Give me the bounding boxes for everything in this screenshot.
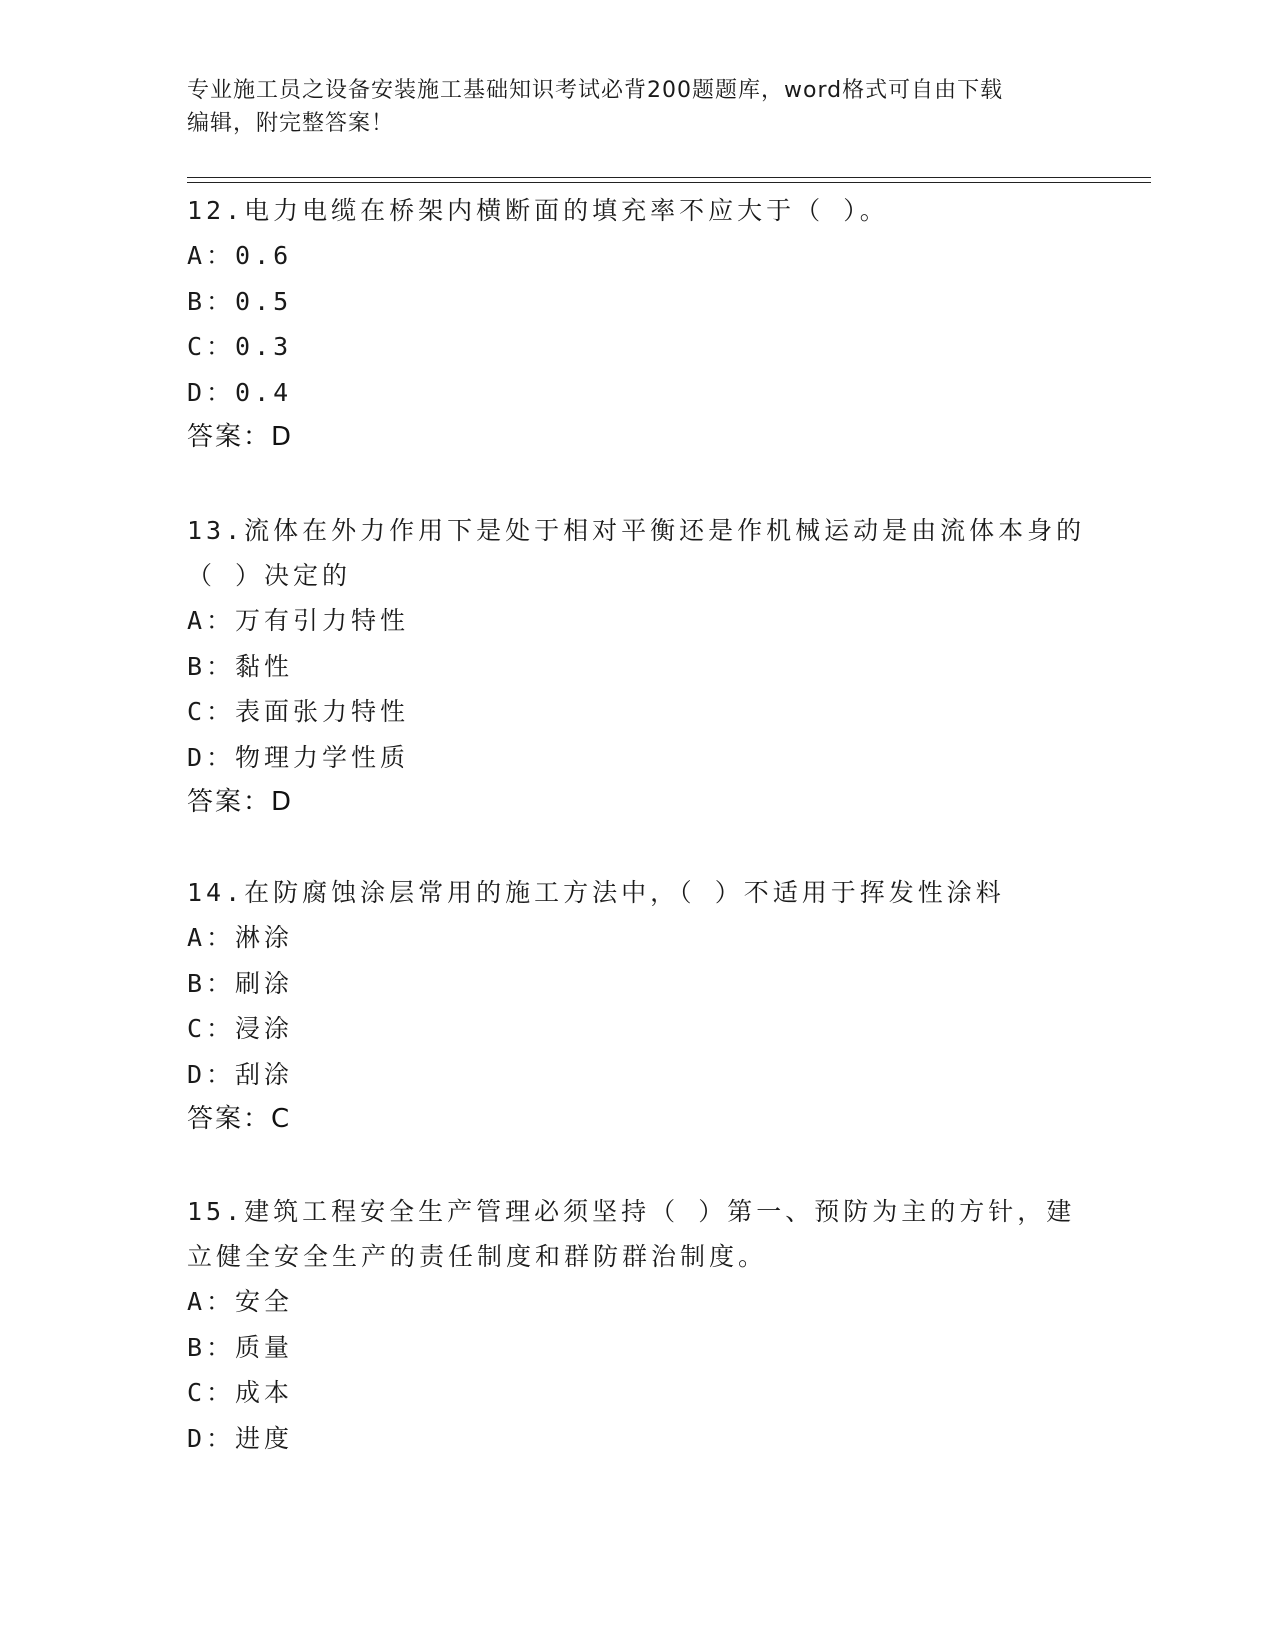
option-b: B：刷涂: [187, 968, 294, 998]
question-stem-line-2: （ ）决定的: [187, 561, 352, 590]
option-b: B：质量: [187, 1332, 294, 1362]
header-divider-top: [187, 177, 1151, 178]
question-stem-line-1: 15.建筑工程安全生产管理必须坚持（ ）第一、预防为主的方针，建: [187, 1197, 1076, 1226]
option-d: D：物理力学性质: [187, 742, 410, 772]
question-12: [187, 188, 1087, 460]
option-c: C：成本: [187, 1378, 294, 1407]
option-a: A：安全: [187, 1287, 294, 1316]
option-b: B：黏性: [187, 651, 294, 681]
question-stem-line-1: 13.流体在外力作用下是处于相对平衡还是作机械运动是由流体本身的: [187, 516, 1086, 545]
header-line-2: 编辑，附完整答案！: [187, 111, 395, 136]
option-a: A：淋涂: [187, 923, 294, 952]
option-c: C：表面张力特性: [187, 697, 410, 726]
option-d: D：0.4: [187, 377, 293, 407]
header-line-1: 专业施工员之设备安装施工基础知识考试必背200题题库，word格式可自由下载: [187, 78, 1004, 103]
option-c: C：0.3: [187, 332, 293, 361]
document-header: [187, 74, 1087, 140]
question-14: [187, 870, 1087, 1142]
question-stem-line-2: 立健全安全生产的责任制度和群防群治制度。: [187, 1242, 768, 1271]
question-stem: 14.在防腐蚀涂层常用的施工方法中，（ ）不适用于挥发性涂料: [187, 878, 1005, 907]
header-divider-bottom: [187, 182, 1151, 183]
option-d: D：刮涂: [187, 1059, 294, 1089]
answer: 答案：C: [187, 1104, 292, 1134]
question-stem: 12.电力电缆在桥架内横断面的填充率不应大于（ ）。: [187, 196, 889, 225]
answer: 答案：D: [187, 422, 294, 452]
option-c: C：浸涂: [187, 1014, 294, 1043]
question-15: [187, 1189, 1087, 1461]
answer: 答案：D: [187, 787, 294, 817]
option-d: D：进度: [187, 1423, 294, 1453]
option-a: A：0.6: [187, 241, 293, 270]
option-a: A：万有引力特性: [187, 606, 410, 635]
option-b: B：0.5: [187, 286, 293, 316]
question-13: [187, 508, 1087, 825]
